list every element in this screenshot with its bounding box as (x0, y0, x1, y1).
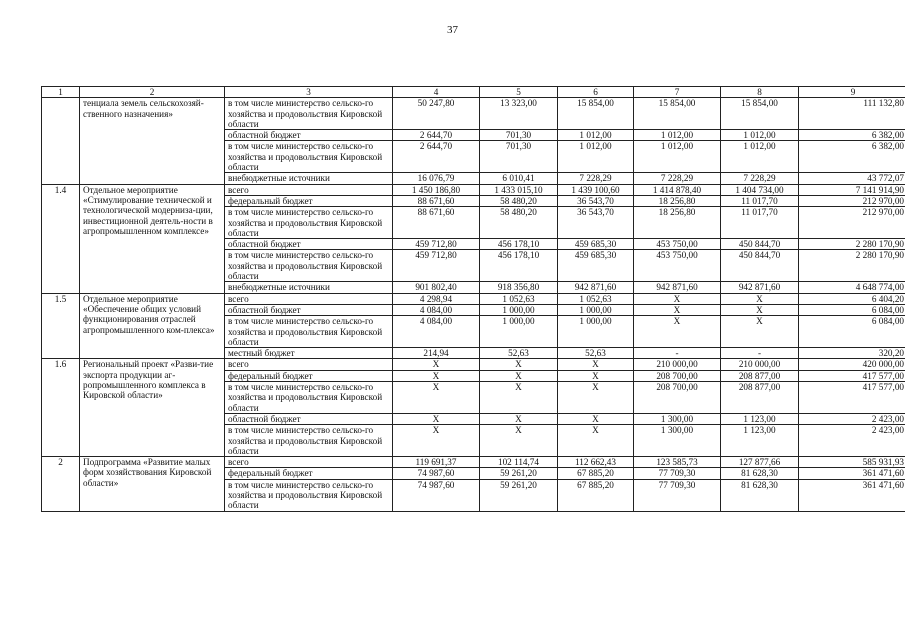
amount-cell: 6 084,00 (799, 316, 905, 348)
amount-cell: 420 000,00 (799, 359, 905, 370)
header-cell: 1 (42, 87, 80, 98)
amount-cell: X (558, 370, 634, 381)
item-number-cell: 1.6 (42, 359, 80, 457)
amount-cell: 59 261,20 (480, 479, 558, 511)
page-number: 37 (447, 24, 458, 36)
item-name-cell: тенциала земель сельскохозяй-ственного назначения» (80, 98, 225, 184)
amount-cell: 7 228,29 (721, 173, 799, 184)
amount-cell: 123 585,73 (634, 457, 721, 468)
amount-cell: X (393, 370, 480, 381)
amount-cell: 459 685,30 (558, 239, 634, 250)
amount-cell: 15 854,00 (558, 98, 634, 130)
amount-cell: 1 300,00 (634, 413, 721, 424)
amount-cell: 18 256,80 (634, 207, 721, 239)
amount-cell: 1 012,00 (721, 130, 799, 141)
table-body (42, 98, 905, 511)
amount-cell: X (393, 382, 480, 414)
amount-cell: 2 423,00 (799, 413, 905, 424)
amount-cell: 43 772,07 (799, 173, 905, 184)
amount-cell: 59 261,20 (480, 468, 558, 479)
amount-cell: 15 854,00 (634, 98, 721, 130)
funding-source-cell: в том числе министерство сельско-го хозяйства и продовольствия Кировской области (225, 479, 393, 511)
amount-cell: 13 323,00 (480, 98, 558, 130)
amount-cell: 11 017,70 (721, 195, 799, 206)
amount-cell: 208 877,00 (721, 370, 799, 381)
amount-cell: 1 000,00 (480, 304, 558, 315)
amount-cell: 417 577,00 (799, 370, 905, 381)
amount-cell: - (634, 348, 721, 359)
amount-cell: 459 712,80 (393, 250, 480, 282)
amount-cell: 361 471,60 (799, 468, 905, 479)
amount-cell: 1 414 878,40 (634, 184, 721, 195)
amount-cell: 6 010,41 (480, 173, 558, 184)
amount-cell: 77 709,30 (634, 479, 721, 511)
funding-source-cell: областной бюджет (225, 239, 393, 250)
amount-cell: 52,63 (558, 348, 634, 359)
amount-cell: 6 382,00 (799, 130, 905, 141)
item-number-cell: 1.5 (42, 293, 80, 359)
amount-cell: 1 000,00 (480, 316, 558, 348)
item-number-cell (42, 98, 80, 184)
amount-cell: X (634, 293, 721, 304)
table-row (42, 98, 905, 130)
funding-source-cell: местный бюджет (225, 348, 393, 359)
amount-cell: 102 114,74 (480, 457, 558, 468)
amount-cell: 1 439 100,60 (558, 184, 634, 195)
amount-cell: 320,20 (799, 348, 905, 359)
table-row (42, 184, 905, 195)
amount-cell: 212 970,00 (799, 207, 905, 239)
table-row (42, 293, 905, 304)
amount-cell: 7 228,29 (634, 173, 721, 184)
amount-cell: 4 648 774,00 (799, 282, 905, 293)
amount-cell: - (721, 348, 799, 359)
amount-cell: 208 700,00 (634, 382, 721, 414)
funding-source-cell: областной бюджет (225, 413, 393, 424)
amount-cell: X (480, 425, 558, 457)
amount-cell: X (393, 359, 480, 370)
funding-source-cell: внебюджетные источники (225, 173, 393, 184)
amount-cell: 361 471,60 (799, 479, 905, 511)
amount-cell: 112 662,43 (558, 457, 634, 468)
amount-cell: 88 671,60 (393, 207, 480, 239)
header-cell: 8 (721, 87, 799, 98)
amount-cell: 1 000,00 (558, 316, 634, 348)
amount-cell: 1 404 734,00 (721, 184, 799, 195)
item-name-cell: Отдельное мероприятие «Стимулирование технической и технологической модерниза-ции, инвестиционной деятель-ности в агропромышленном комплексе» (80, 184, 225, 293)
amount-cell: X (480, 359, 558, 370)
amount-cell: 36 543,70 (558, 207, 634, 239)
amount-cell: 450 844,70 (721, 250, 799, 282)
amount-cell: 4 084,00 (393, 316, 480, 348)
amount-cell: 214,94 (393, 348, 480, 359)
financing-table (41, 86, 905, 512)
table-row (42, 457, 905, 468)
funding-source-cell: в том числе министерство сельско-го хозяйства и продовольствия Кировской области (225, 98, 393, 130)
amount-cell: 1 012,00 (634, 130, 721, 141)
amount-cell: 942 871,60 (721, 282, 799, 293)
amount-cell: 1 123,00 (721, 425, 799, 457)
funding-source-cell: внебюджетные источники (225, 282, 393, 293)
amount-cell: 127 877,66 (721, 457, 799, 468)
amount-cell: 459 712,80 (393, 239, 480, 250)
amount-cell: 1 052,63 (480, 293, 558, 304)
amount-cell: 58 480,20 (480, 195, 558, 206)
amount-cell: 1 012,00 (558, 141, 634, 173)
funding-source-cell: федеральный бюджет (225, 370, 393, 381)
header-cell: 2 (80, 87, 225, 98)
amount-cell: 11 017,70 (721, 207, 799, 239)
amount-cell: 2 644,70 (393, 130, 480, 141)
amount-cell: 1 450 186,80 (393, 184, 480, 195)
amount-cell: 7 228,29 (558, 173, 634, 184)
amount-cell: 453 750,00 (634, 250, 721, 282)
amount-cell: 212 970,00 (799, 195, 905, 206)
amount-cell: 6 084,00 (799, 304, 905, 315)
table-row (42, 359, 905, 370)
funding-source-cell: областной бюджет (225, 130, 393, 141)
amount-cell: 1 012,00 (558, 130, 634, 141)
amount-cell: X (721, 316, 799, 348)
header-cell: 3 (225, 87, 393, 98)
amount-cell: 74 987,60 (393, 479, 480, 511)
funding-source-cell: областной бюджет (225, 304, 393, 315)
funding-source-cell: в том числе министерство сельско-го хозяйства и продовольствия Кировской области (225, 141, 393, 173)
amount-cell: X (480, 413, 558, 424)
funding-source-cell: всего (225, 457, 393, 468)
amount-cell: 208 877,00 (721, 382, 799, 414)
amount-cell: 88 671,60 (393, 195, 480, 206)
amount-cell: 210 000,00 (721, 359, 799, 370)
amount-cell: 4 298,94 (393, 293, 480, 304)
amount-cell: 208 700,00 (634, 370, 721, 381)
amount-cell: 6 404,20 (799, 293, 905, 304)
funding-source-cell: всего (225, 293, 393, 304)
amount-cell: 1 012,00 (721, 141, 799, 173)
amount-cell: 942 871,60 (634, 282, 721, 293)
amount-cell: 74 987,60 (393, 468, 480, 479)
amount-cell: 2 280 170,90 (799, 239, 905, 250)
amount-cell: X (480, 370, 558, 381)
funding-source-cell: в том числе министерство сельско-го хозяйства и продовольствия Кировской области (225, 250, 393, 282)
amount-cell: 901 802,40 (393, 282, 480, 293)
amount-cell: 701,30 (480, 141, 558, 173)
amount-cell: 918 356,80 (480, 282, 558, 293)
amount-cell: 1 300,00 (634, 425, 721, 457)
funding-source-cell: в том числе министерство сельско-го хозяйства и продовольствия Кировской области (225, 382, 393, 414)
header-cell: 4 (393, 87, 480, 98)
amount-cell: X (558, 425, 634, 457)
amount-cell: 81 628,30 (721, 468, 799, 479)
amount-cell: 1 000,00 (558, 304, 634, 315)
amount-cell: 1 123,00 (721, 413, 799, 424)
header-cell: 6 (558, 87, 634, 98)
amount-cell: 4 084,00 (393, 304, 480, 315)
amount-cell: X (558, 359, 634, 370)
amount-cell: X (721, 304, 799, 315)
funding-source-cell: в том числе министерство сельско-го хозяйства и продовольствия Кировской области (225, 207, 393, 239)
amount-cell: 36 543,70 (558, 195, 634, 206)
funding-source-cell: всего (225, 359, 393, 370)
funding-source-cell: в том числе министерство сельско-го хозяйства и продовольствия Кировской области (225, 425, 393, 457)
header-cell: 7 (634, 87, 721, 98)
header-cell: 5 (480, 87, 558, 98)
amount-cell: 52,63 (480, 348, 558, 359)
amount-cell: X (393, 425, 480, 457)
amount-cell: X (634, 304, 721, 315)
funding-source-cell: всего (225, 184, 393, 195)
amount-cell: X (480, 382, 558, 414)
funding-source-cell: федеральный бюджет (225, 195, 393, 206)
item-number-cell: 1.4 (42, 184, 80, 293)
amount-cell: X (393, 413, 480, 424)
amount-cell: 942 871,60 (558, 282, 634, 293)
amount-cell: 456 178,10 (480, 239, 558, 250)
amount-cell: 18 256,80 (634, 195, 721, 206)
amount-cell: 119 691,37 (393, 457, 480, 468)
amount-cell: 6 382,00 (799, 141, 905, 173)
amount-cell: 16 076,79 (393, 173, 480, 184)
amount-cell: 7 141 914,90 (799, 184, 905, 195)
amount-cell: 701,30 (480, 130, 558, 141)
amount-cell: 81 628,30 (721, 479, 799, 511)
header-cell: 9 (799, 87, 905, 98)
item-name-cell: Отдельное мероприятие «Обеспечение общих условий функционирования отраслей агропромышленного ком-плекса» (80, 293, 225, 359)
amount-cell: 2 644,70 (393, 141, 480, 173)
item-name-cell: Региональный проект «Разви-тие экспорта продукции аг-ропромышленного комплекса в Кировской области» (80, 359, 225, 457)
amount-cell: 450 844,70 (721, 239, 799, 250)
item-number-cell: 2 (42, 457, 80, 511)
funding-source-cell: в том числе министерство сельско-го хозяйства и продовольствия Кировской области (225, 316, 393, 348)
amount-cell: 2 280 170,90 (799, 250, 905, 282)
amount-cell: X (634, 316, 721, 348)
amount-cell: 67 885,20 (558, 468, 634, 479)
amount-cell: 1 012,00 (634, 141, 721, 173)
amount-cell: 1 052,63 (558, 293, 634, 304)
amount-cell: 67 885,20 (558, 479, 634, 511)
amount-cell: 58 480,20 (480, 207, 558, 239)
amount-cell: X (558, 413, 634, 424)
amount-cell: X (558, 382, 634, 414)
amount-cell: X (721, 293, 799, 304)
amount-cell: 456 178,10 (480, 250, 558, 282)
funding-source-cell: федеральный бюджет (225, 468, 393, 479)
item-name-cell: Подпрограмма «Развитие малых форм хозяйствования Кировской области» (80, 457, 225, 511)
amount-cell: 77 709,30 (634, 468, 721, 479)
amount-cell: 111 132,80 (799, 98, 905, 130)
amount-cell: 210 000,00 (634, 359, 721, 370)
amount-cell: 2 423,00 (799, 425, 905, 457)
amount-cell: 453 750,00 (634, 239, 721, 250)
amount-cell: 15 854,00 (721, 98, 799, 130)
amount-cell: 585 931,93 (799, 457, 905, 468)
amount-cell: 50 247,80 (393, 98, 480, 130)
amount-cell: 1 433 015,10 (480, 184, 558, 195)
header-row (42, 87, 905, 98)
amount-cell: 417 577,00 (799, 382, 905, 414)
amount-cell: 459 685,30 (558, 250, 634, 282)
